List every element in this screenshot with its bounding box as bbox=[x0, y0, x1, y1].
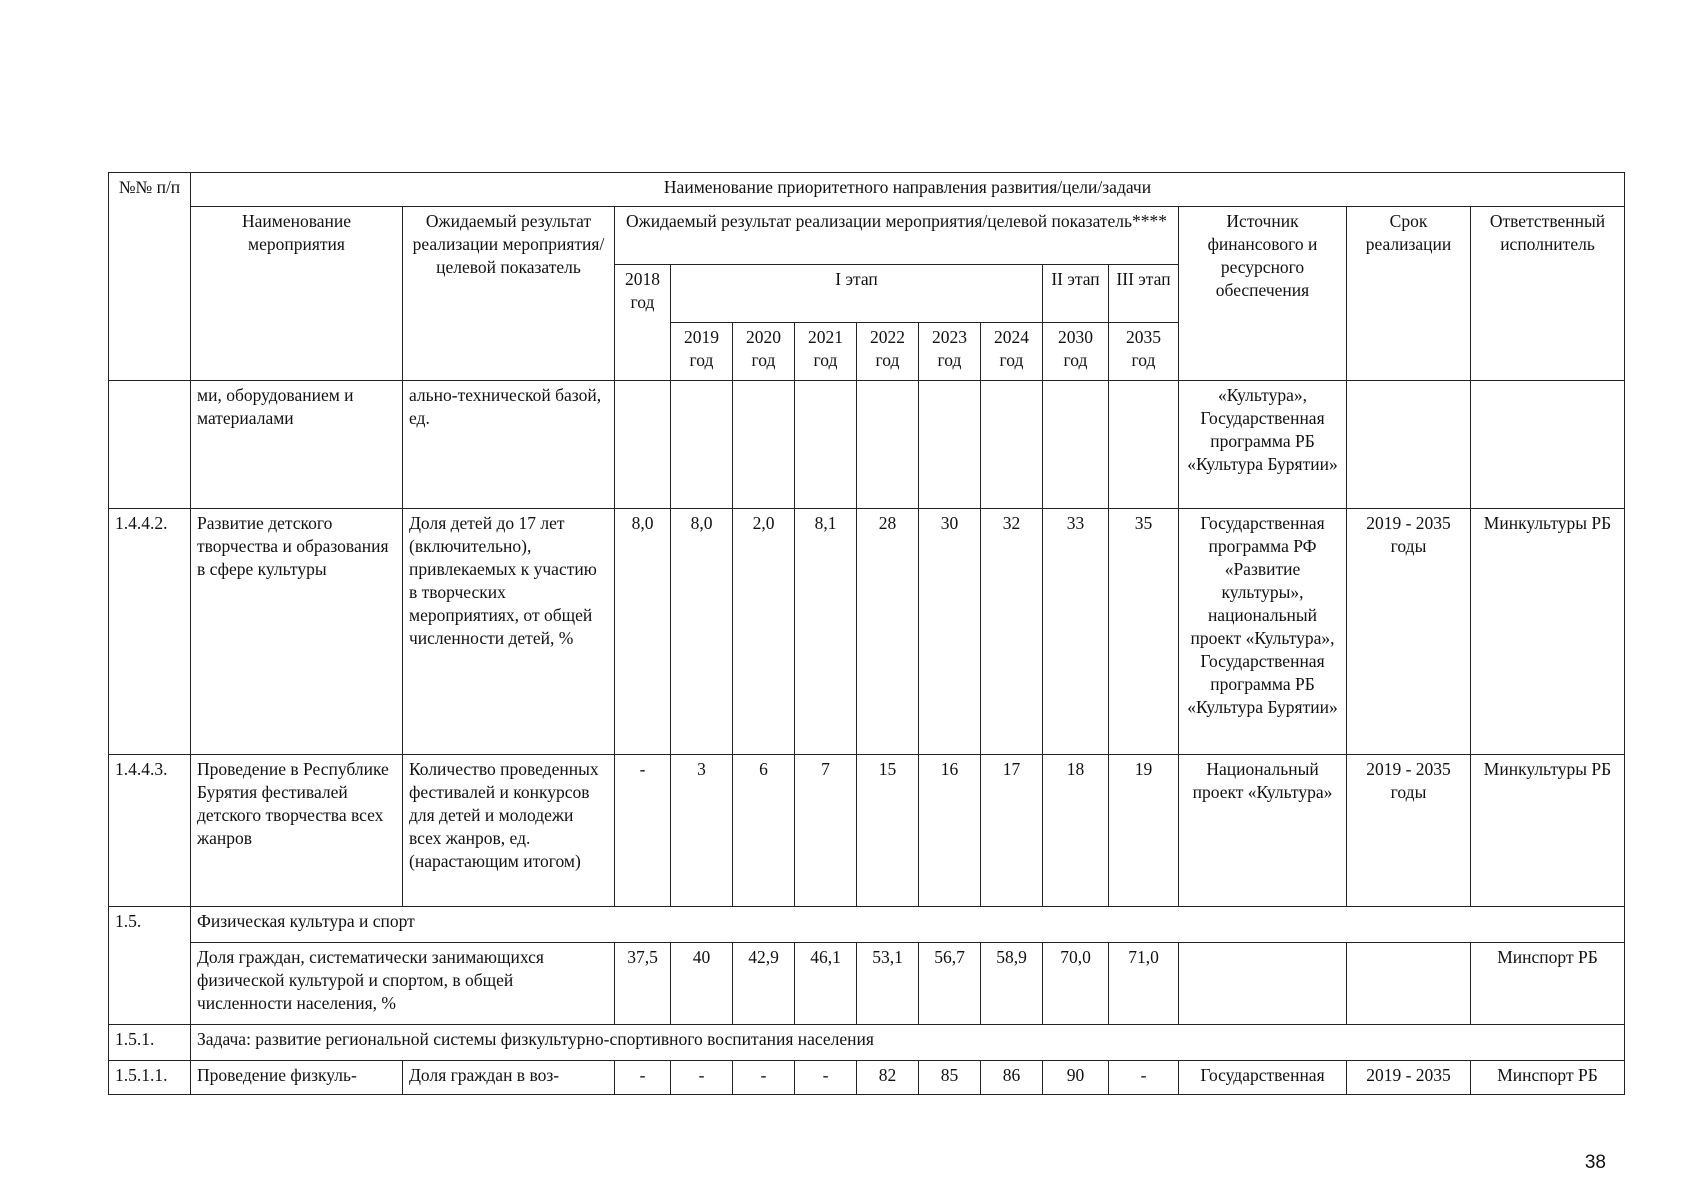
header-direction: Наименование приоритетного направления развития/цели/задачи bbox=[191, 173, 1625, 207]
indicator-value: 37,5 bbox=[615, 943, 671, 1025]
row-value: 86 bbox=[981, 1061, 1043, 1095]
row-value: - bbox=[615, 755, 671, 907]
row-source: «Культура», Государственная программа РБ «Культура Бурятии» bbox=[1179, 381, 1347, 509]
header-year-2020: 2020 год bbox=[733, 323, 795, 381]
row-term: 2019 - 2035 годы bbox=[1347, 755, 1471, 907]
row-expected-result: Количество проведенных фестивалей и конкурсов для детей и молодежи всех жанров, ед. (нарастающим итогом) bbox=[403, 755, 615, 907]
header-row-1 bbox=[109, 173, 1625, 207]
indicator-value: 70,0 bbox=[1043, 943, 1109, 1025]
header-expected-values: Ожидаемый результат реализации мероприятия/целевой показатель**** bbox=[615, 207, 1179, 265]
header-year-2024: 2024 год bbox=[981, 323, 1043, 381]
header-measure-name: Наименование мероприятия bbox=[191, 207, 403, 381]
header-year-2030: 2030 год bbox=[1043, 323, 1109, 381]
row-value bbox=[615, 381, 671, 509]
row-responsible: Минкультуры РБ bbox=[1471, 509, 1625, 755]
row-value: 3 bbox=[671, 755, 733, 907]
indicator-value: 42,9 bbox=[733, 943, 795, 1025]
header-stage-2: II этап bbox=[1043, 265, 1109, 323]
header-year-2021: 2021 год bbox=[795, 323, 857, 381]
indicator-value: 40 bbox=[671, 943, 733, 1025]
page-number: 38 bbox=[1584, 1152, 1606, 1173]
table-row bbox=[109, 755, 1625, 907]
row-value: 35 bbox=[1109, 509, 1179, 755]
row-value: 8,0 bbox=[671, 509, 733, 755]
row-expected-result: Доля граждан в воз- bbox=[403, 1061, 615, 1095]
row-term bbox=[1347, 381, 1471, 509]
row-value: 8,0 bbox=[615, 509, 671, 755]
row-responsible: Минспорт РБ bbox=[1471, 1061, 1625, 1095]
row-number: 1.4.4.2. bbox=[109, 509, 191, 755]
table-row bbox=[109, 381, 1625, 509]
row-value: 19 bbox=[1109, 755, 1179, 907]
header-year-2023: 2023 год bbox=[919, 323, 981, 381]
row-value: 2,0 bbox=[733, 509, 795, 755]
header-number: №№ п/п bbox=[109, 173, 191, 381]
row-responsible: Минкультуры РБ bbox=[1471, 755, 1625, 907]
row-value bbox=[1043, 381, 1109, 509]
row-value: - bbox=[671, 1061, 733, 1095]
row-responsible bbox=[1471, 381, 1625, 509]
row-source: Национальный проект «Культура» bbox=[1179, 755, 1347, 907]
row-measure-name: Развитие детского творчества и образования в сфере культуры bbox=[191, 509, 403, 755]
row-value: 17 bbox=[981, 755, 1043, 907]
row-value: - bbox=[795, 1061, 857, 1095]
indicator-value: 53,1 bbox=[857, 943, 919, 1025]
row-value bbox=[671, 381, 733, 509]
row-value: 18 bbox=[1043, 755, 1109, 907]
header-year-2035: 2035 год bbox=[1109, 323, 1179, 381]
indicator-term bbox=[1347, 943, 1471, 1025]
row-number: 1.5.1.1. bbox=[109, 1061, 191, 1095]
header-stage-3: III этап bbox=[1109, 265, 1179, 323]
row-value: 32 bbox=[981, 509, 1043, 755]
row-value: 33 bbox=[1043, 509, 1109, 755]
row-number bbox=[109, 381, 191, 509]
header-source: Источник финансового и ресурсного обеспечения bbox=[1179, 207, 1347, 381]
indicator-row bbox=[109, 943, 1625, 1025]
indicator-value: 71,0 bbox=[1109, 943, 1179, 1025]
indicator-value: 46,1 bbox=[795, 943, 857, 1025]
row-expected-result: ально-технической базой, ед. bbox=[403, 381, 615, 509]
row-value: - bbox=[615, 1061, 671, 1095]
section-title: Физическая культура и спорт bbox=[191, 907, 1625, 943]
header-responsible: Ответственный исполнитель bbox=[1471, 207, 1625, 381]
row-value bbox=[919, 381, 981, 509]
row-value: 28 bbox=[857, 509, 919, 755]
row-value: - bbox=[733, 1061, 795, 1095]
row-value bbox=[857, 381, 919, 509]
row-value: 90 bbox=[1043, 1061, 1109, 1095]
row-source: Государственная bbox=[1179, 1061, 1347, 1095]
indicator-source bbox=[1179, 943, 1347, 1025]
indicator-text: Доля граждан, систематически занимающихся физической культурой и спортом, в общей численности населения, % bbox=[191, 943, 615, 1025]
row-value: 7 bbox=[795, 755, 857, 907]
row-value: 30 bbox=[919, 509, 981, 755]
table-row bbox=[109, 1061, 1625, 1095]
row-value: 15 bbox=[857, 755, 919, 907]
row-value: 85 bbox=[919, 1061, 981, 1095]
row-value bbox=[981, 381, 1043, 509]
header-expected-result: Ожидаемый результат реализации мероприятия/целевой показатель bbox=[403, 207, 615, 381]
row-value bbox=[733, 381, 795, 509]
row-expected-result: Доля детей до 17 лет (включительно), привлекаемых к участию в творческих мероприятиях, от общей численности детей, % bbox=[403, 509, 615, 755]
row-value: 16 bbox=[919, 755, 981, 907]
section-number: 1.5. bbox=[109, 907, 191, 1025]
header-term: Срок реализации bbox=[1347, 207, 1471, 381]
task-row bbox=[109, 1025, 1625, 1061]
row-value bbox=[795, 381, 857, 509]
section-row bbox=[109, 907, 1625, 943]
header-year-2018: 2018 год bbox=[615, 265, 671, 381]
row-value: - bbox=[1109, 1061, 1179, 1095]
table-row bbox=[109, 509, 1625, 755]
plan-table bbox=[108, 172, 1625, 1095]
row-source: Государственная программа РФ «Развитие культуры», национальный проект «Культура», Государственная программа РБ «Культура Бурятии» bbox=[1179, 509, 1347, 755]
indicator-responsible: Минспорт РБ bbox=[1471, 943, 1625, 1025]
row-measure-name: Проведение физкуль- bbox=[191, 1061, 403, 1095]
header-year-2019: 2019 год bbox=[671, 323, 733, 381]
row-measure-name: ми, оборудованием и материалами bbox=[191, 381, 403, 509]
row-value: 6 bbox=[733, 755, 795, 907]
task-number: 1.5.1. bbox=[109, 1025, 191, 1061]
row-term: 2019 - 2035 bbox=[1347, 1061, 1471, 1095]
header-stage-1: I этап bbox=[671, 265, 1043, 323]
header-year-2022: 2022 год bbox=[857, 323, 919, 381]
row-value bbox=[1109, 381, 1179, 509]
indicator-value: 58,9 bbox=[981, 943, 1043, 1025]
row-term: 2019 - 2035 годы bbox=[1347, 509, 1471, 755]
row-value: 8,1 bbox=[795, 509, 857, 755]
header-row-2 bbox=[109, 207, 1625, 265]
task-title: Задача: развитие региональной системы физкультурно-спортивного воспитания населения bbox=[191, 1025, 1625, 1061]
row-measure-name: Проведение в Республике Бурятия фестивалей детского творчества всех жанров bbox=[191, 755, 403, 907]
row-value: 82 bbox=[857, 1061, 919, 1095]
row-number: 1.4.4.3. bbox=[109, 755, 191, 907]
indicator-value: 56,7 bbox=[919, 943, 981, 1025]
